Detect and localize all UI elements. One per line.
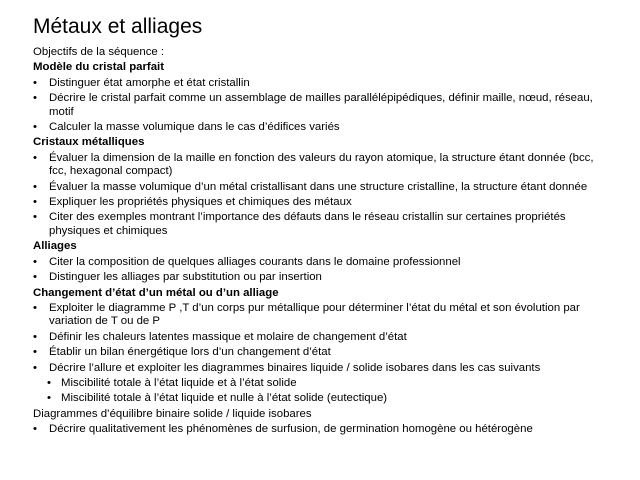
sub-list-item: • Miscibilité totale à l’état liquide et à l’état solide [33,377,608,390]
sub-list-item: • Miscibilité totale à l’état liquide et nulle à l’état solide (eutectique) [33,392,608,405]
list-item: • Calculer la masse volumique dans le cas d’édifices variés [33,121,608,134]
section-list-cristaux-metalliques [33,152,608,238]
list-item: • Décrire le cristal parfait comme un assemblage de mailles parallélépipédiques, définir maille, nœud, réseau, motif [33,92,608,119]
section-heading-changement-etat: Changement d’état d’un métal ou d’un alliage [33,286,279,299]
intro-text: Objectifs de la séquence : [33,46,165,58]
list-item: • Décrire qualitativement les phénomènes de surfusion, de germination homogène ou hétérogène [33,423,608,436]
list-item: • Distinguer état amorphe et état cristallin [33,77,608,90]
list-item: • Décrire l’allure et exploiter les diagrammes binaires liquide / solide isobares dans les cas suivants [33,362,608,375]
section-heading-cristal-parfait: Modèle du cristal parfait [33,61,165,74]
list-item: • Définir les chaleurs latentes massique et molaire de changement d’état [33,331,608,344]
section-heading-alliages: Alliages [33,240,77,253]
list-item: • Établir un bilan énergétique lors d’un changement d’état [33,346,608,359]
section-list-cristal-parfait [33,77,608,135]
list-item: • Évaluer la masse volumique d’un métal cristallisant dans une structure cristalline, la structure étant donnée [33,181,608,194]
list-item: • Évaluer la dimension de la maille en fonction des valeurs du rayon atomique, la structure étant donnée (bcc, fcc, hexagonal compact) [33,152,608,179]
section-heading-diagrammes-equilibre: Diagrammes d’équilibre binaire solide / liquide isobares [33,407,312,420]
section-heading-cristaux-metalliques: Cristaux métalliques [33,136,145,149]
list-item: • Exploiter le diagramme P ,T d’un corps pur métallique pour déterminer l’état du métal et son évolution par variation de T ou de P [33,302,608,329]
list-item: • Citer des exemples montrant l’importance des défauts dans le réseau cristallin sur certaines propriétés physiques et chimiques [33,211,608,238]
slide-title: Métaux et alliages [33,15,203,38]
list-item: • Distinguer les alliages par substitution ou par insertion [33,271,608,284]
section-list-diagrammes-equilibre [33,423,608,436]
slide-content [33,46,608,439]
section-list-changement-etat [33,302,608,406]
sub-list-diagrammes-binaires [33,377,608,406]
list-item: • Expliquer les propriétés physiques et chimiques des métaux [33,196,608,209]
section-list-alliages [33,256,608,285]
list-item: • Citer la composition de quelques alliages courants dans le domaine professionnel [33,256,608,269]
